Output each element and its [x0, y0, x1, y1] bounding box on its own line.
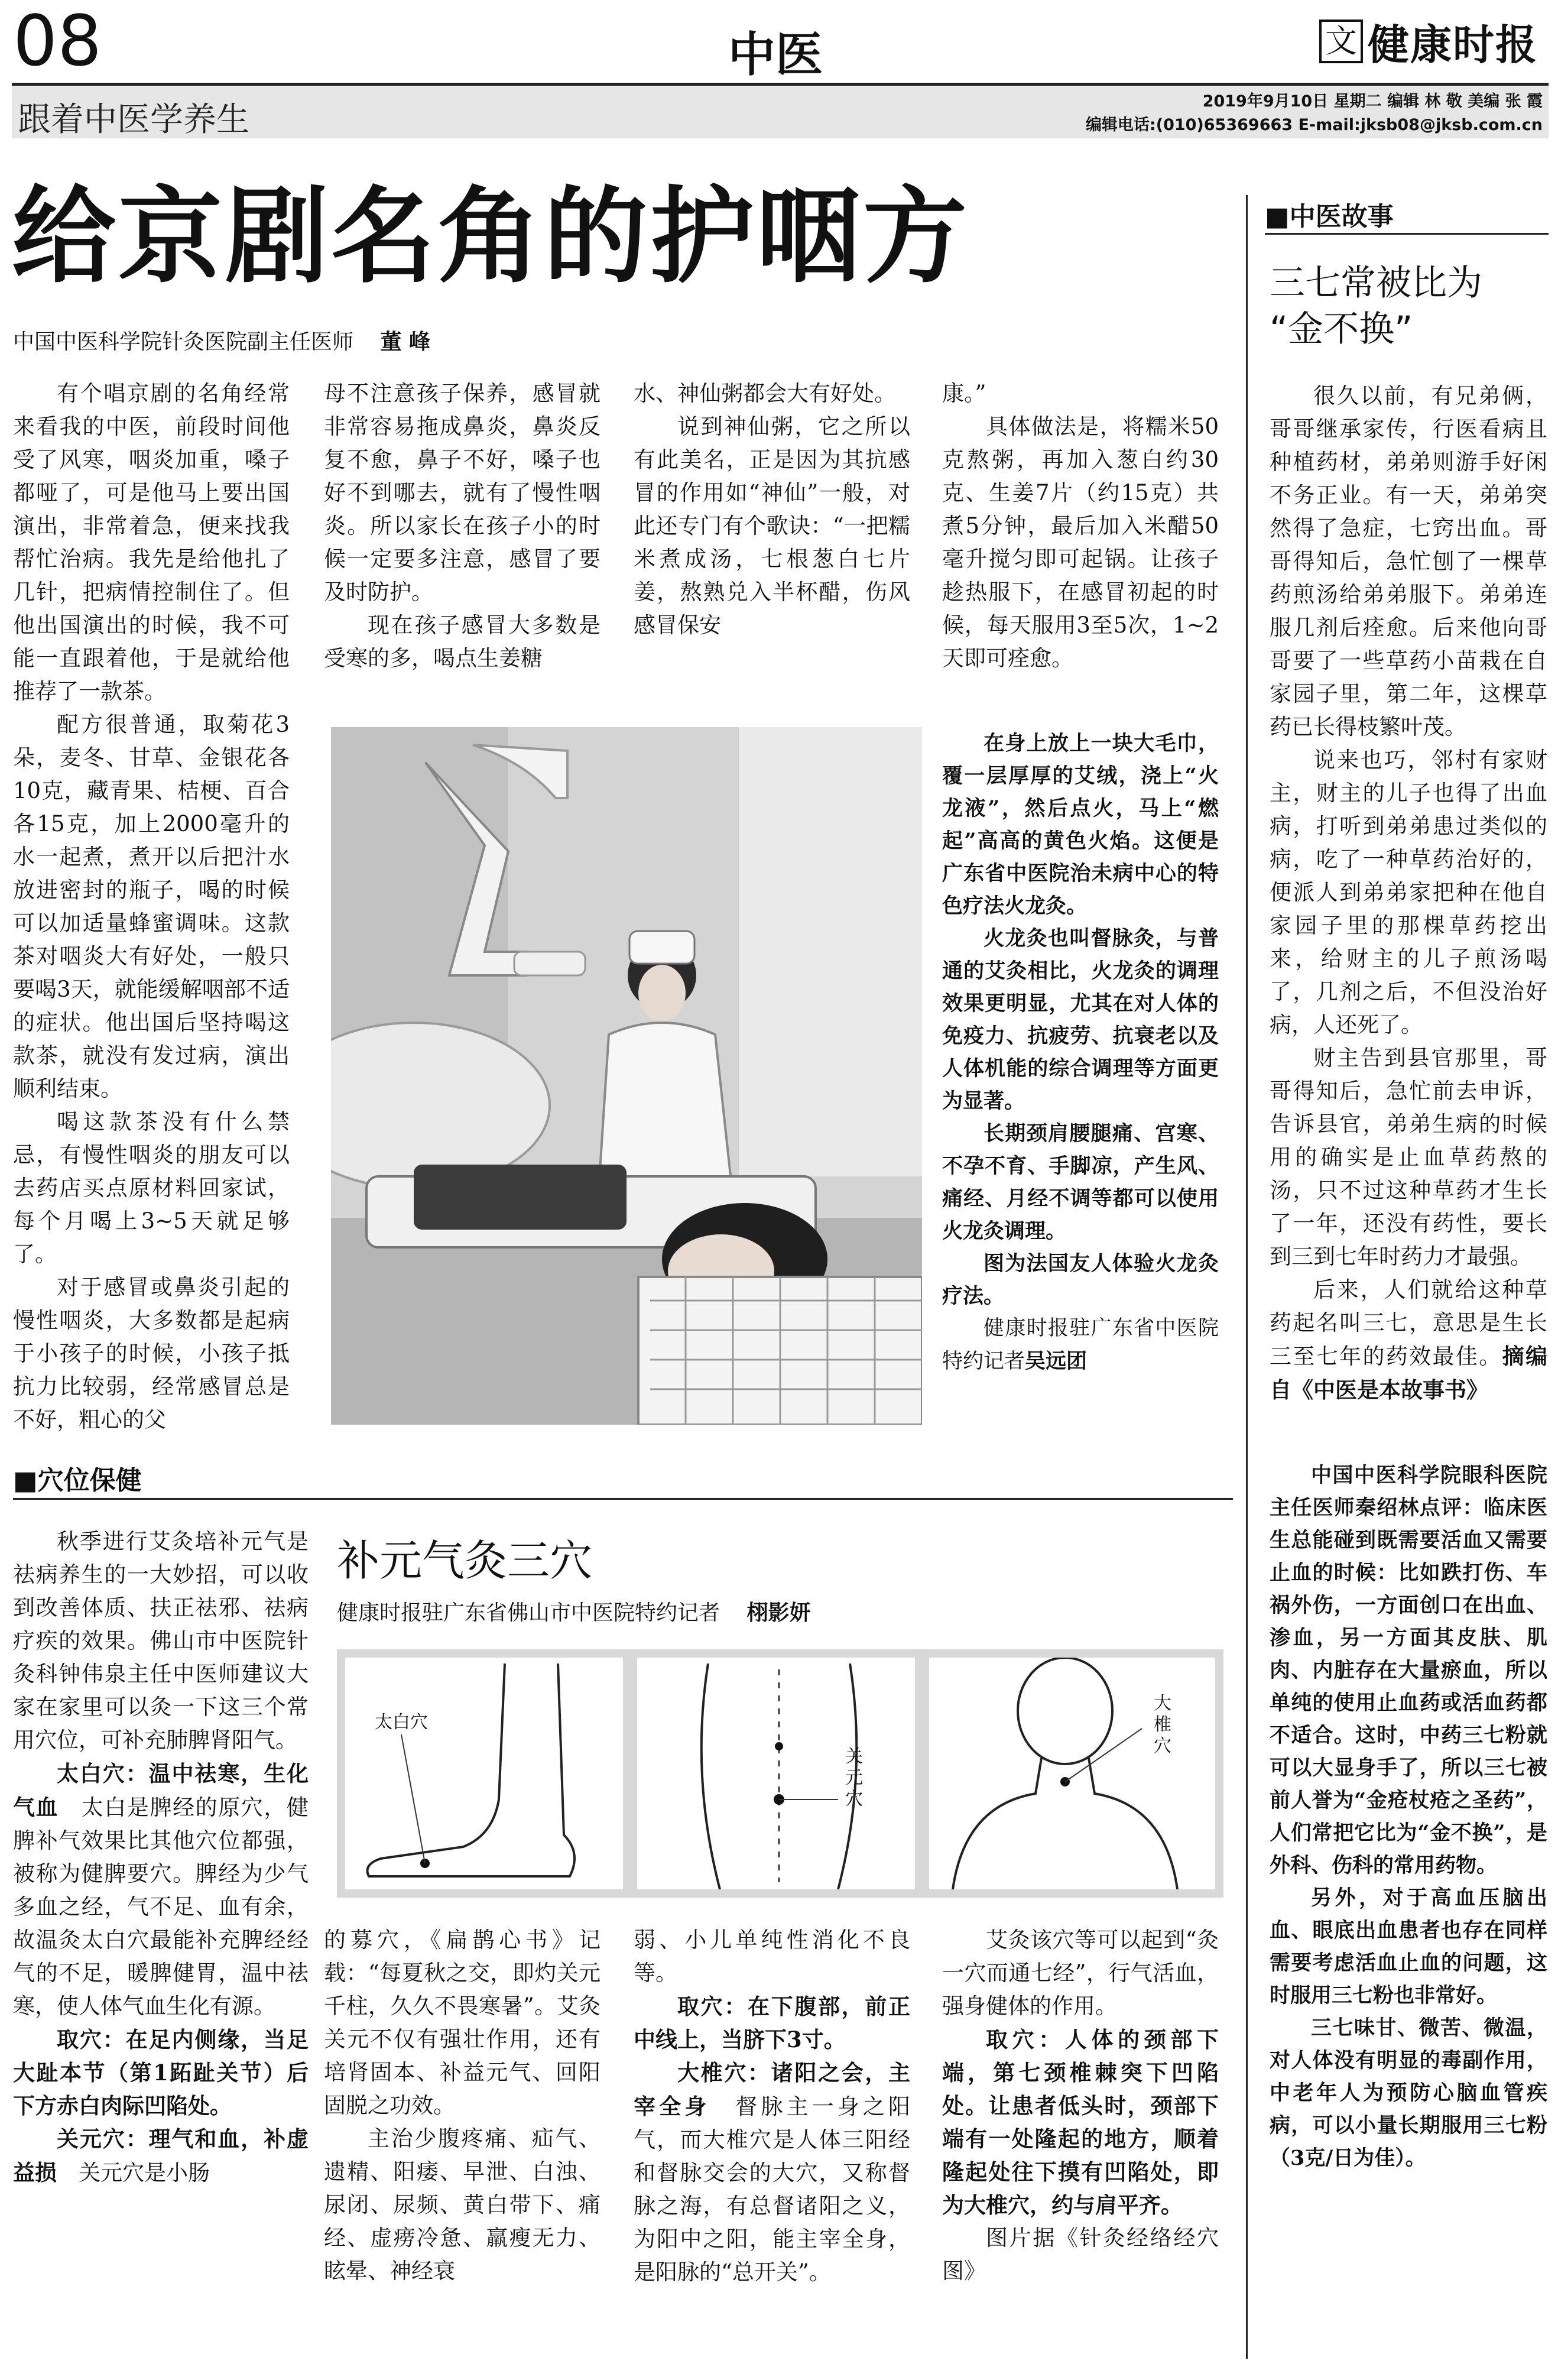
story-section-label: ■中医故事 — [1265, 202, 1394, 232]
caption-paragraph: 图为法国友人体验火龙灸疗法。 — [942, 1251, 1219, 1308]
guanyuan-heading: 关元穴：理气和血，补虚益损 — [13, 2126, 309, 2186]
photo-caption — [942, 727, 1219, 1378]
paragraph: 有个唱京剧的名角经常来看我的中医，前段时间他受了风寒，咽炎加重，嗓子都哑了，可是他马上要出国演出，非常着急，便来找我帮忙治病。我先是给他扎了几针，把病情控制住了。但他出国演出的时候，我不可能一直跟着他，于是就给他推荐了一款茶。 — [13, 381, 290, 704]
paragraph: 喝这款茶没有什么禁忌，有慢性咽炎的朋友可以去药店买点原材料回家试，每个月喝上3~5天就足够了。 — [13, 1109, 290, 1267]
paragraph — [634, 2056, 910, 2289]
treatment-photo — [331, 727, 922, 1425]
paragraph: 艾灸该穴等可以起到“灸一穴而通七经”，行气活血，强身健体的作用。 — [942, 1927, 1219, 2019]
caption-paragraph: 火龙灸也叫督脉灸，与普通的艾灸相比，火龙灸的调理效果更明显，尤其在对人体的免疫力、抗疲劳、抗衰老以及人体机能的综合调理等方面更为显著。 — [942, 926, 1219, 1113]
dazhui-text: 督脉主一身之阳气，而大椎穴是人体三阳经和督脉交会的大穴，又称督脉之海，有总督诸阳之义，为阳中之阳，能主宰全身，是阳脉的“总开关”。 — [634, 2094, 911, 2285]
paragraph: 具体做法是，将糯米50克熬粥，再加入葱白约30克、生姜7片（约15克）共煮5分钟，最后加入米醋50毫升搅匀即可起锅。让孩子趁热服下，在感冒初起的时候，每天服用3至5次，1~2天即可痊愈。 — [942, 414, 1219, 671]
abdomen-illustration — [637, 1658, 915, 1889]
byline-org: 健康时报驻广东省佛山市中医院特约记者 — [337, 1601, 720, 1625]
acupoint-section-label: ■穴位保健 — [13, 1465, 142, 1496]
figure-panel-abdomen — [637, 1658, 915, 1889]
paragraph — [13, 1757, 309, 2023]
article-photo — [331, 727, 922, 1425]
story-title-line2: “金不换” — [1270, 309, 1413, 350]
paragraph: 取穴：人体的颈部下端，第七颈椎棘突下凹陷处。让患者低头时，颈部下端有一处隆起的地方，顺着隆起处往下摸有凹陷处，即为大椎穴，约与肩平齐。 — [942, 2026, 1219, 2218]
acupoint-title: 补元气灸三穴 — [337, 1536, 593, 1585]
paragraph: 秋季进行艾灸培补元气是祛病养生的一大妙招，可以收到改善体质、扶正祛邪、祛病疗疾的效果。佛山市中医院针灸科钟伟泉主任中医师建议大家在家里可以灸一下这三个常用穴位，可补充肺脾肾阳气。 — [13, 1529, 309, 1753]
edition-date: 2019年9月10日 星期二 编辑 林 敬 美编 张 霞 — [1202, 92, 1543, 111]
paragraph: 主治少腹疼痛、疝气、遗精、阳痿、早泄、白浊、尿闭、尿频、黄白带下、痛经、虚痨冷惫、羸瘦无力、眩晕、神经衰 — [324, 2126, 601, 2284]
paragraph: 取穴：在足内侧缘，当足大趾本节（第1跖趾关节）后下方赤白肉际凹陷处。 — [13, 2026, 309, 2119]
taibai-text: 太白是脾经的原穴，健脾补气效果比其他穴位都强，被称为健脾要穴。脾经为少气多血之经，气不足、血有余，故温灸太白穴最能补充脾经经气的不足，暖脾健胃，温中祛寒，使人体气血生化有源。 — [13, 1795, 309, 2019]
byline-name: 栩影妍 — [746, 1601, 811, 1625]
photo-credit — [942, 1312, 1219, 1378]
logo-text: 健康时报 — [1368, 20, 1538, 69]
commentary-paragraph — [1270, 1459, 1547, 1882]
article1-col1 — [13, 377, 290, 1437]
article1-col2 — [324, 377, 601, 675]
article1-col3 — [634, 377, 910, 642]
section-title: 中医 — [728, 27, 823, 82]
paragraph: 母不注意孩子保养，感冒就非常容易拖成鼻炎，鼻炎反复不愈，鼻子不好，嗓子也好不到哪去，就有了慢性咽炎。所以家长在孩子小的时候一定要多注意，感冒了要及时防护。 — [324, 381, 601, 605]
neck-illustration — [929, 1658, 1215, 1889]
last-para: 后来，人们就给这种草药起名叫三七，意思是生长三至七年的药效最佳。 — [1270, 1277, 1547, 1369]
foot-illustration — [345, 1658, 623, 1889]
paragraph: 的募穴，《扁鹊心书》记载：“每夏秋之交，即灼关元千柱，久久不畏寒暑”。艾灸关元不仅有强壮作用，还有培肾固本、补益元气、回阳固脱之功效。 — [324, 1927, 601, 2118]
acupoint-col4 — [942, 1924, 1219, 2288]
paragraph: 配方很普通，取菊花3朵，麦冬、甘草、金银花各10克，藏青果、桔梗、百合各15克，加上2000毫升的水一起煮，煮开以后把汁水放进密封的瓶子，喝的时候可以加适量蜂蜜调味。这款茶对咽炎大有好处，一般只要喝3天，就能缓解咽部不适的症状。他出国后坚持喝这款茶，就没有发过病，演出顺利结束。 — [13, 712, 290, 1101]
edition-contact: 编辑电话:(010)65369663 E-mail:jksb08@jksb.com.cn — [1085, 116, 1543, 134]
paragraph: 说来也巧，邻村有家财主，财主的儿子也得了出血病，打听到弟弟患过类似的病，吃了一种草药治好的，便派人到弟弟家把种在他自家园子里的那棵草药挖出来，给财主的儿子煎汤喝了，几剂之后，不但没治好病，人还死了。 — [1270, 747, 1547, 1037]
newspaper-logo — [1319, 13, 1538, 70]
credit-org: 健康时报驻广东省中医院特约记者 — [942, 1317, 1219, 1373]
figure-panel-neck — [929, 1658, 1215, 1889]
paragraph: 水、神仙粥都会大有好处。 — [634, 381, 896, 406]
commentary-paragraph: 三七味甘、微苦、微温，对人体没有明显的毒副作用，中老年人为预防心脑血管疾病，可以小量长期服用三七粉（3克/日为佳）。 — [1270, 2016, 1547, 2170]
paragraph — [1270, 1273, 1547, 1407]
taibai-heading: 太白穴：温中祛寒，生化气血 — [13, 1760, 309, 1820]
paragraph: 对于感冒或鼻炎引起的慢性咽炎，大多数都是起病于小孩子的时候，小孩子抵抗力比较弱，经常感冒总是不好，粗心的父 — [13, 1275, 290, 1432]
paragraph — [13, 2122, 309, 2190]
acupoint-figure — [337, 1649, 1223, 1898]
byline-name: 董 峰 — [380, 330, 431, 354]
page-subtitle: 跟着中医学养生 — [18, 100, 249, 139]
article1-col4 — [942, 377, 1219, 675]
excerpt-source: 摘编自《中医是本故事书》 — [1270, 1343, 1548, 1403]
caption-paragraph: 在身上放上一块大毛巾，覆一层厚厚的艾绒，浇上“火龙液”，然后点火，马上“燃起”高高的黄色火焰。这便是广东省中医院治未病中心的特色疗法火龙灸。 — [942, 731, 1219, 918]
logo-mark: 文 — [1319, 20, 1363, 63]
credit-name: 吴远团 — [1025, 1349, 1088, 1373]
paragraph: 弱、小儿单纯性消化不良等。 — [634, 1927, 910, 1986]
acupoint-byline — [337, 1596, 810, 1626]
byline-org: 中国中医科学院针灸医院副主任医师 — [13, 330, 354, 354]
story-body — [1270, 380, 1547, 1407]
caption-paragraph: 长期颈肩腰腿痛、宫寒、不孕不育、手脚凉，产生风、痛经、月经不调等都可以使用火龙灸调理。 — [942, 1121, 1219, 1243]
story-title — [1270, 260, 1547, 352]
guanyuan-text: 关元穴是小肠 — [79, 2160, 210, 2186]
figure-credit: 图片据《针灸经络经穴图》 — [942, 2225, 1219, 2284]
label-taibai: 太白穴 — [375, 1712, 428, 1733]
story-title-line1: 三七常被比为 — [1270, 262, 1482, 304]
paragraph: 很久以前，有兄弟俩，哥哥继承家传，行医看病且种植药材，弟弟则游手好闲不务正业。有一天，弟弟突然得了急症，七窍出血。哥哥得知后，急忙刨了一棵草药煎汤给弟弟服下。弟弟连服几剂后痊愈。后来他向哥哥要了一些草药小苗栽在自家园子里，第二年，这棵草药已长得枝繁叶茂。 — [1270, 383, 1547, 740]
commentary-paragraph: 另外，对于高血压脑出血、眼底出血患者也存在同样需要考虑活血止血的问题，这时服用三七粉也非常好。 — [1270, 1886, 1547, 2008]
page-number: 08 — [13, 0, 102, 82]
story-commentary — [1270, 1459, 1547, 2174]
acupoint-col2 — [324, 1924, 601, 2288]
commentary-author: 中国中医科学院眼科医院主任医师秦绍林点评： — [1270, 1463, 1547, 1520]
article-headline: 给京剧名角的护咽方 — [12, 175, 970, 297]
dazhui-heading: 大椎穴：诸阳之会，主宰全身 — [634, 2060, 910, 2119]
commentary-text: 临床医生总能碰到既需要活血又需要止血的时候：比如跌打伤、车祸外伤，一方面创口在出血、渗血，另一方面其皮肤、肌肉、内脏存在大量瘀血，所以单纯的使用止血药或活血药都不适合。这时，中药三七粉就可以大显身手了，所以三七被前人誉为“金疮杖疮之圣药”，人们常把它比为“金不换”，是外科、伤科的常用药物。 — [1270, 1496, 1547, 1878]
paragraph: 康。” — [942, 381, 986, 406]
article-byline — [13, 325, 430, 355]
paragraph: 现在孩子感冒大多数是受寒的多，喝点生姜糖 — [324, 612, 601, 671]
edition-info — [946, 90, 1543, 137]
paragraph: 说到神仙粥，它之所以有此美名，正是因为其抗感冒的作用如“神仙”一般，对此还专门有个歌诀：“一把糯米煮成汤，七根葱白七片姜，熬熟兑入半杯醋，伤风感冒保安 — [634, 414, 910, 638]
figure-panel-foot — [345, 1658, 623, 1889]
label-dazhui: 大椎穴 — [1154, 1693, 1171, 1756]
acupoint-col3 — [634, 1924, 910, 2289]
label-guanyuan: 关元穴 — [845, 1746, 863, 1810]
acupoint-col1 — [13, 1525, 309, 2190]
paragraph: 取穴：在下腹部，前正中线上，当脐下3寸。 — [634, 1993, 910, 2052]
paragraph: 财主告到县官那里，哥哥得知后，急忙前去申诉，告诉县官，弟弟生病的时候用的确实是止血草药熬的汤，只不过这种草药才生长了一年，还没有药性，要长到三到七年时药力才最强。 — [1270, 1045, 1547, 1269]
